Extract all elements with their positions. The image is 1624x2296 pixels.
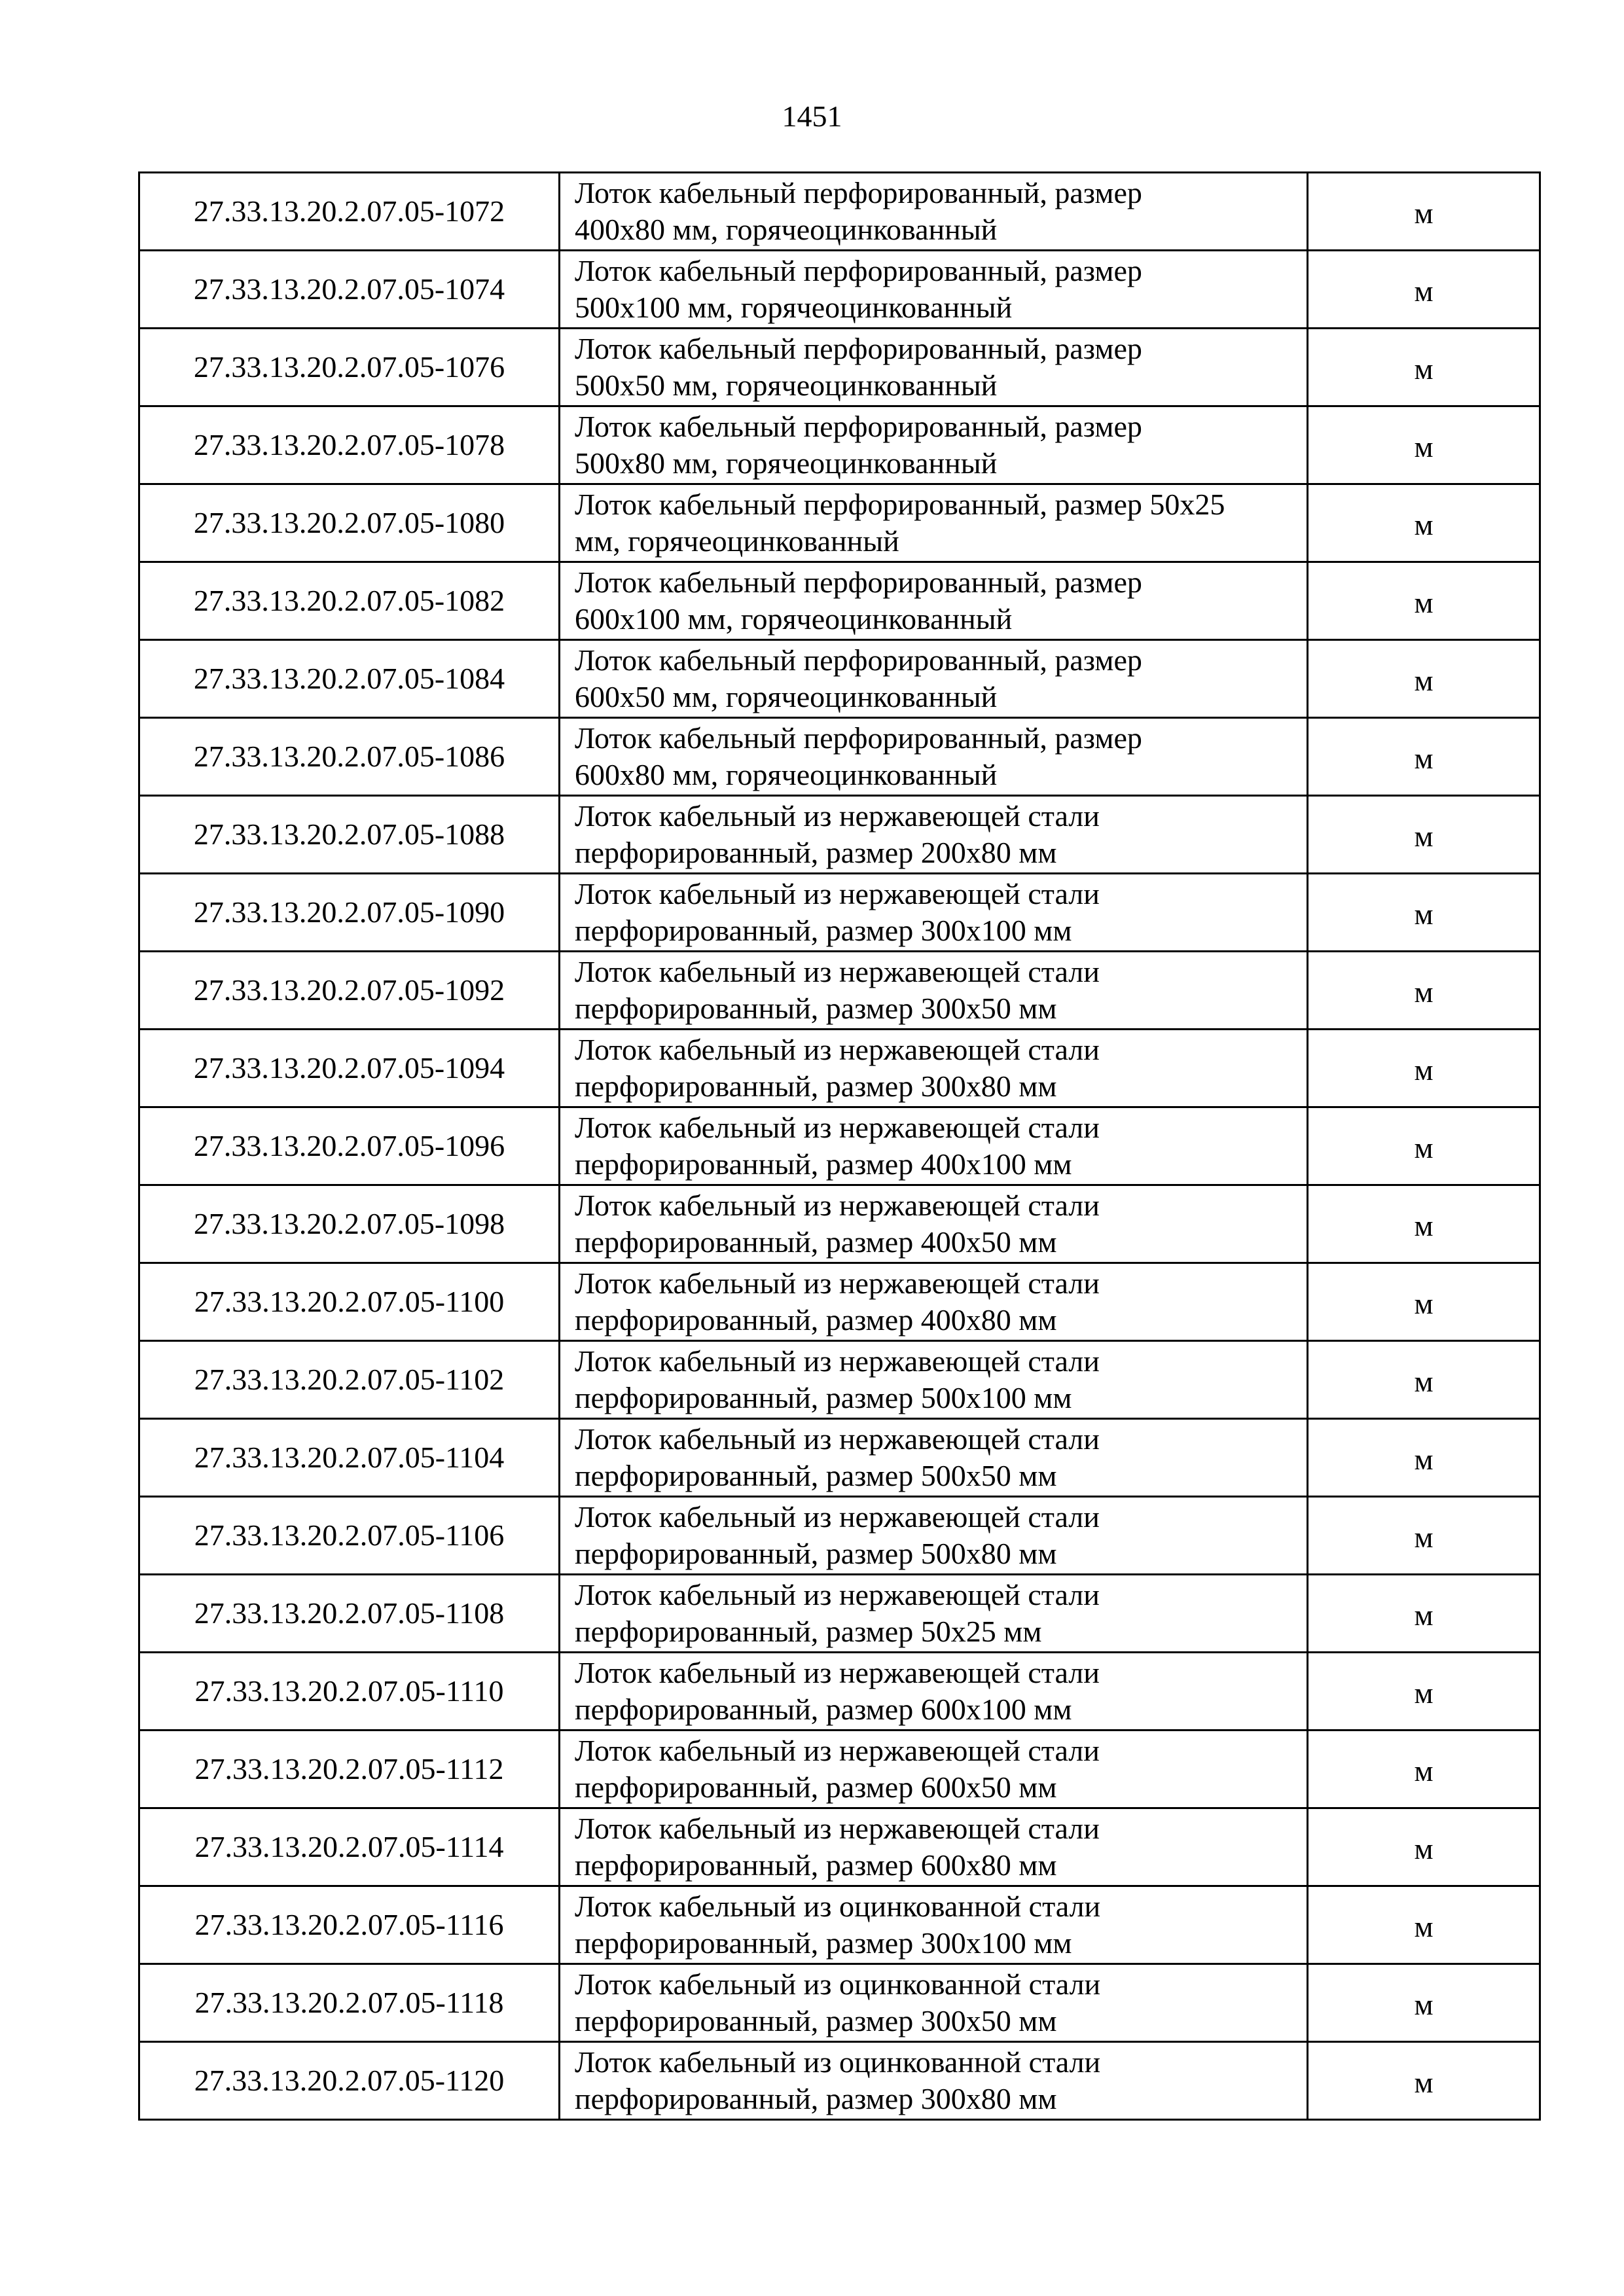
table-row	[139, 484, 1540, 562]
resource-code: 27.33.13.20.2.07.05-1112	[139, 1731, 560, 1808]
resource-name	[560, 952, 1308, 1030]
unit-of-measure: м	[1308, 1497, 1540, 1575]
unit-of-measure: м	[1308, 329, 1540, 406]
resource-name-line-1: Лоток кабельный из нержавеющей стали	[575, 1033, 1100, 1066]
resource-name-line-2: перфорированный, размер 50x25 мм	[575, 1615, 1042, 1648]
unit-of-measure: м	[1308, 952, 1540, 1030]
resource-name-line-2: перфорированный, размер 300x50 мм	[575, 2004, 1057, 2037]
table-row	[139, 1185, 1540, 1263]
resource-name-line-2: перфорированный, размер 300x100 мм	[575, 1926, 1072, 1960]
table-row	[139, 952, 1540, 1030]
unit-of-measure: м	[1308, 562, 1540, 640]
resource-name-line-2: 400x80 мм, горячеоцинкованный	[575, 213, 998, 246]
resource-name	[560, 1341, 1308, 1419]
unit-of-measure: м	[1308, 1575, 1540, 1653]
resource-name-line-1: Лоток кабельный из нержавеющей стали	[575, 1656, 1100, 1689]
resource-code: 27.33.13.20.2.07.05-1072	[139, 173, 560, 251]
resource-name-line-2: перфорированный, размер 600x50 мм	[575, 1770, 1057, 1804]
resource-name-line-2: перфорированный, размер 400x50 мм	[575, 1225, 1057, 1259]
resource-code: 27.33.13.20.2.07.05-1090	[139, 874, 560, 952]
resource-name-line-1: Лоток кабельный из нержавеющей стали	[575, 1422, 1100, 1456]
resource-name	[560, 329, 1308, 406]
resource-name	[560, 1964, 1308, 2042]
resource-code: 27.33.13.20.2.07.05-1116	[139, 1886, 560, 1964]
resource-name-line-2: мм, горячеоцинкованный	[575, 524, 899, 558]
table-row	[139, 1419, 1540, 1497]
resource-name-line-2: 500x50 мм, горячеоцинкованный	[575, 368, 998, 402]
unit-of-measure: м	[1308, 251, 1540, 329]
unit-of-measure: м	[1308, 1808, 1540, 1886]
unit-of-measure: м	[1308, 1107, 1540, 1185]
resource-name-line-2: перфорированный, размер 300x100 мм	[575, 914, 1072, 947]
table-row	[139, 1341, 1540, 1419]
table-row	[139, 1263, 1540, 1341]
unit-of-measure: м	[1308, 406, 1540, 484]
resource-name-line-2: перфорированный, размер 400x100 мм	[575, 1147, 1072, 1181]
resource-name-line-1: Лоток кабельный из нержавеющей стали	[575, 1578, 1100, 1611]
resource-code: 27.33.13.20.2.07.05-1074	[139, 251, 560, 329]
resource-name-line-2: перфорированный, размер 300x80 мм	[575, 2082, 1057, 2115]
resource-code: 27.33.13.20.2.07.05-1082	[139, 562, 560, 640]
resource-name	[560, 1107, 1308, 1185]
resource-name-line-1: Лоток кабельный из нержавеющей стали	[575, 1812, 1100, 1845]
resource-name	[560, 1419, 1308, 1497]
resource-code: 27.33.13.20.2.07.05-1086	[139, 718, 560, 796]
resource-name-line-1: Лоток кабельный перфорированный, размер	[575, 565, 1142, 599]
resource-code: 27.33.13.20.2.07.05-1098	[139, 1185, 560, 1263]
resource-name-line-1: Лоток кабельный из нержавеющей стали	[575, 799, 1100, 833]
resource-name	[560, 173, 1308, 251]
table-row	[139, 173, 1540, 251]
unit-of-measure: м	[1308, 173, 1540, 251]
resource-name-line-1: Лоток кабельный из нержавеющей стали	[575, 1500, 1100, 1534]
resource-name-line-1: Лоток кабельный перфорированный, размер 50x25	[575, 488, 1225, 521]
resource-code: 27.33.13.20.2.07.05-1100	[139, 1263, 560, 1341]
resource-name-line-2: перфорированный, размер 300x80 мм	[575, 1069, 1057, 1103]
resource-name-line-1: Лоток кабельный из нержавеющей стали	[575, 1189, 1100, 1222]
unit-of-measure: м	[1308, 1263, 1540, 1341]
resource-code: 27.33.13.20.2.07.05-1092	[139, 952, 560, 1030]
table-row	[139, 1575, 1540, 1653]
table-row	[139, 329, 1540, 406]
table-row	[139, 640, 1540, 718]
resource-name-line-1: Лоток кабельный из оцинкованной стали	[575, 1890, 1101, 1923]
table-row	[139, 406, 1540, 484]
resource-code: 27.33.13.20.2.07.05-1080	[139, 484, 560, 562]
table-row	[139, 2042, 1540, 2120]
table-row	[139, 1497, 1540, 1575]
resource-name-line-1: Лоток кабельный перфорированный, размер	[575, 410, 1142, 443]
resource-name	[560, 1497, 1308, 1575]
resource-name-line-2: перфорированный, размер 400x80 мм	[575, 1303, 1057, 1336]
table-row	[139, 251, 1540, 329]
table-row	[139, 796, 1540, 874]
unit-of-measure: м	[1308, 2042, 1540, 2120]
unit-of-measure: м	[1308, 1419, 1540, 1497]
resource-code: 27.33.13.20.2.07.05-1104	[139, 1419, 560, 1497]
table-row	[139, 1107, 1540, 1185]
resource-name	[560, 1731, 1308, 1808]
resource-name-line-2: перфорированный, размер 200x80 мм	[575, 836, 1057, 869]
resource-name-line-2: 600x100 мм, горячеоцинкованный	[575, 602, 1013, 636]
resource-code: 27.33.13.20.2.07.05-1108	[139, 1575, 560, 1653]
resource-code: 27.33.13.20.2.07.05-1120	[139, 2042, 560, 2120]
resource-name-line-2: перфорированный, размер 600x100 мм	[575, 1693, 1072, 1726]
table-row	[139, 1964, 1540, 2042]
resource-code: 27.33.13.20.2.07.05-1078	[139, 406, 560, 484]
resource-name-line-1: Лоток кабельный перфорированный, размер	[575, 643, 1142, 677]
resource-name-line-1: Лоток кабельный перфорированный, размер	[575, 254, 1142, 287]
unit-of-measure: м	[1308, 1341, 1540, 1419]
resource-name-line-1: Лоток кабельный перфорированный, размер	[575, 721, 1142, 755]
resource-name-line-2: перфорированный, размер 500x50 мм	[575, 1459, 1057, 1492]
unit-of-measure: м	[1308, 1731, 1540, 1808]
resource-name-line-2: перфорированный, размер 300x50 мм	[575, 992, 1057, 1025]
resource-name-line-1: Лоток кабельный перфорированный, размер	[575, 176, 1142, 209]
table-row	[139, 1030, 1540, 1107]
unit-of-measure: м	[1308, 1964, 1540, 2042]
resource-name	[560, 1653, 1308, 1731]
unit-of-measure: м	[1308, 796, 1540, 874]
unit-of-measure: м	[1308, 640, 1540, 718]
resource-code: 27.33.13.20.2.07.05-1118	[139, 1964, 560, 2042]
page-number: 1451	[782, 99, 842, 133]
resource-code: 27.33.13.20.2.07.05-1110	[139, 1653, 560, 1731]
resource-code: 27.33.13.20.2.07.05-1094	[139, 1030, 560, 1107]
resource-name	[560, 251, 1308, 329]
resource-name	[560, 718, 1308, 796]
resource-name-line-1: Лоток кабельный из нержавеющей стали	[575, 955, 1100, 988]
resource-code: 27.33.13.20.2.07.05-1084	[139, 640, 560, 718]
unit-of-measure: м	[1308, 718, 1540, 796]
table-row	[139, 718, 1540, 796]
resource-name	[560, 1185, 1308, 1263]
resource-name	[560, 796, 1308, 874]
resource-name-line-2: перфорированный, размер 500x80 мм	[575, 1537, 1057, 1570]
table-row	[139, 562, 1540, 640]
resource-name	[560, 406, 1308, 484]
resource-name-line-2: перфорированный, размер 500x100 мм	[575, 1381, 1072, 1414]
resource-name-line-2: 500x80 мм, горячеоцинкованный	[575, 446, 998, 480]
unit-of-measure: м	[1308, 874, 1540, 952]
resource-code: 27.33.13.20.2.07.05-1102	[139, 1341, 560, 1419]
resource-name-line-1: Лоток кабельный из нержавеющей стали	[575, 1734, 1100, 1767]
resource-name-line-2: перфорированный, размер 600x80 мм	[575, 1848, 1057, 1882]
resource-name-line-1: Лоток кабельный из нержавеющей стали	[575, 1266, 1100, 1300]
resource-name-line-2: 500x100 мм, горячеоцинкованный	[575, 291, 1013, 324]
resource-code: 27.33.13.20.2.07.05-1114	[139, 1808, 560, 1886]
table-row	[139, 1653, 1540, 1731]
resource-code: 27.33.13.20.2.07.05-1096	[139, 1107, 560, 1185]
resource-code: 27.33.13.20.2.07.05-1088	[139, 796, 560, 874]
resource-code: 27.33.13.20.2.07.05-1076	[139, 329, 560, 406]
resource-name-line-1: Лоток кабельный из нержавеющей стали	[575, 1111, 1100, 1144]
table-body	[139, 173, 1540, 2120]
resource-name	[560, 1808, 1308, 1886]
resource-name-line-1: Лоток кабельный из нержавеющей стали	[575, 877, 1100, 910]
resource-name-line-1: Лоток кабельный из оцинкованной стали	[575, 1967, 1101, 2001]
resource-name	[560, 562, 1308, 640]
unit-of-measure: м	[1308, 1886, 1540, 1964]
catalog-table	[138, 171, 1541, 2121]
resource-name	[560, 640, 1308, 718]
resource-name	[560, 2042, 1308, 2120]
resource-name	[560, 484, 1308, 562]
unit-of-measure: м	[1308, 1185, 1540, 1263]
resource-name-line-2: 600x50 мм, горячеоцинкованный	[575, 680, 998, 713]
unit-of-measure: м	[1308, 1030, 1540, 1107]
table-row	[139, 1886, 1540, 1964]
resource-name	[560, 874, 1308, 952]
resource-name	[560, 1030, 1308, 1107]
resource-name	[560, 1886, 1308, 1964]
unit-of-measure: м	[1308, 1653, 1540, 1731]
unit-of-measure: м	[1308, 484, 1540, 562]
table-row	[139, 1808, 1540, 1886]
resource-name	[560, 1575, 1308, 1653]
table-row	[139, 874, 1540, 952]
resource-name-line-1: Лоток кабельный перфорированный, размер	[575, 332, 1142, 365]
table-row	[139, 1731, 1540, 1808]
resource-code: 27.33.13.20.2.07.05-1106	[139, 1497, 560, 1575]
resource-name-line-1: Лоток кабельный из нержавеющей стали	[575, 1344, 1100, 1378]
resource-name	[560, 1263, 1308, 1341]
resource-name-line-1: Лоток кабельный из оцинкованной стали	[575, 2045, 1101, 2079]
resource-name-line-2: 600x80 мм, горячеоцинкованный	[575, 758, 998, 791]
